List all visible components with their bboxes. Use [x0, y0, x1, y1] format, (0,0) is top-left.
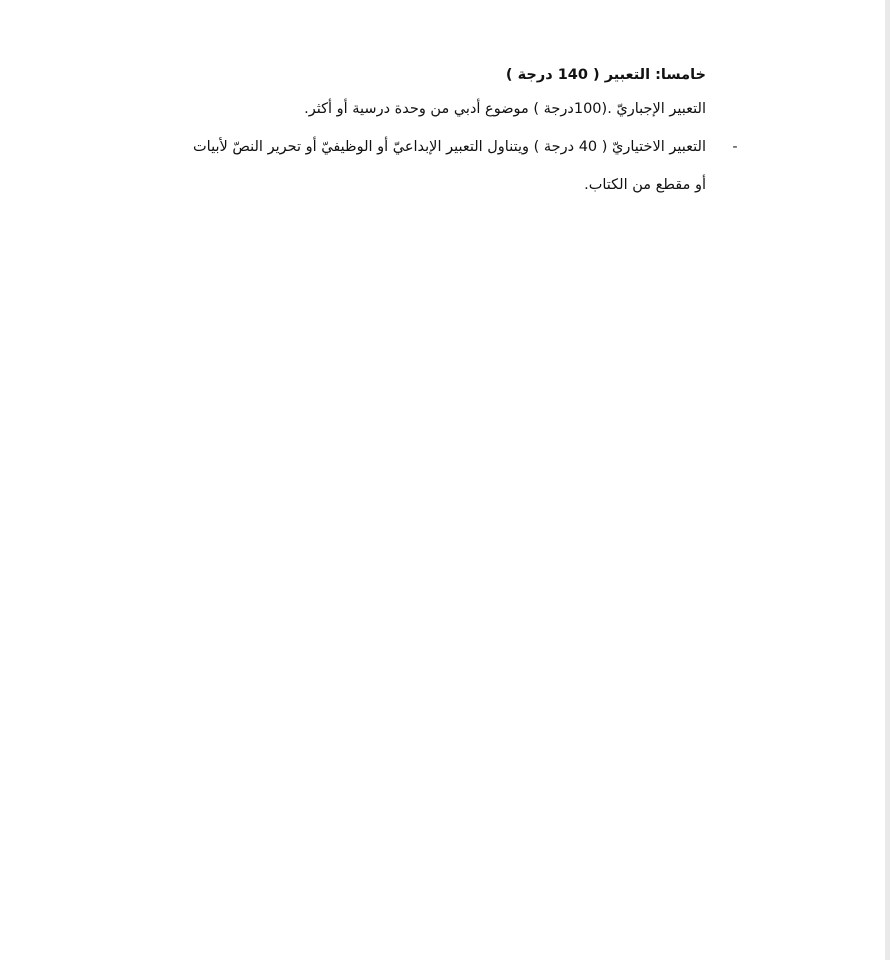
document-page: [4, 0, 885, 960]
compulsory-expression-paragraph: التعبير الإجباريّ .(100درجة ) موضوع أدبي من وحدة درسية أو أكثر.: [304, 101, 706, 117]
vertical-scrollbar[interactable]: [885, 0, 890, 960]
list-bullet: -: [732, 139, 738, 155]
optional-expression-line-2: أو مقطع من الكتاب.: [584, 177, 706, 193]
list-item: [100, 130, 738, 202]
page-content: [100, 58, 738, 202]
optional-expression-line-1: التعبير الاختياريّ ( 40 درجة ) ويتناول التعبير الإبداعيّ أو الوظيفيّ أو تحرير النصّ لأبيات: [193, 139, 706, 155]
section-heading: خامسا: التعبير ( 140 درجة ): [505, 67, 706, 83]
